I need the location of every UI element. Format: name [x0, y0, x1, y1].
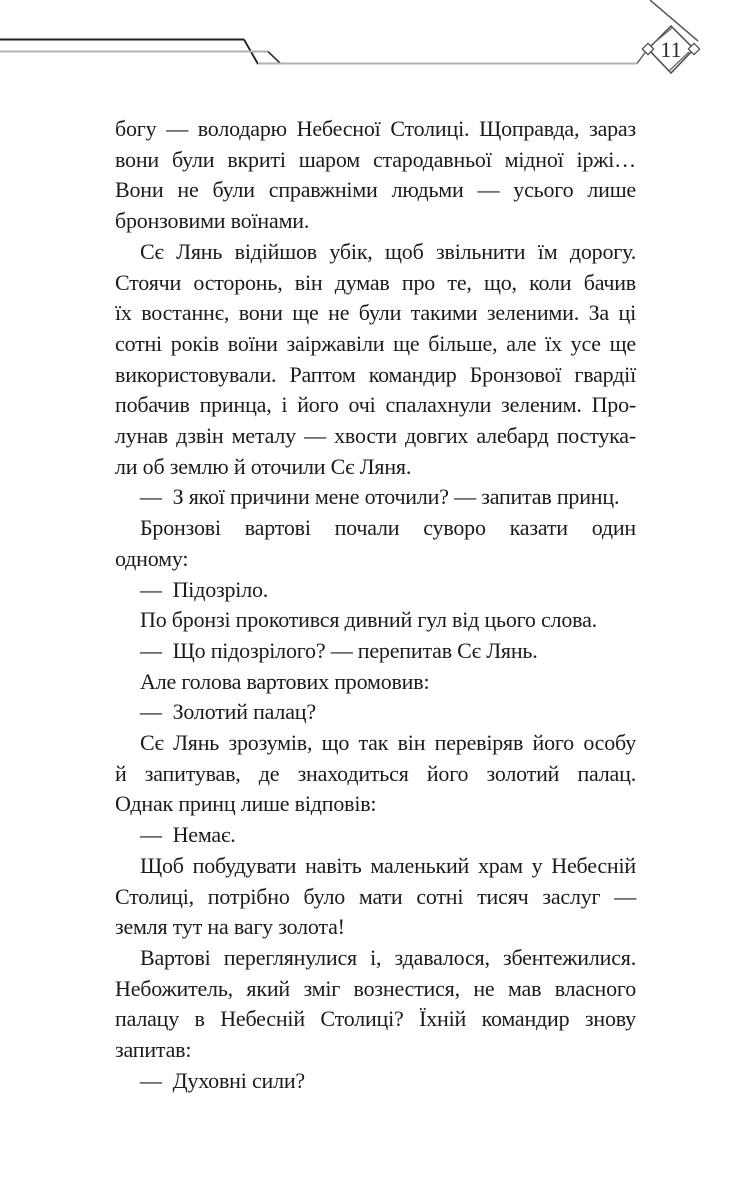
text-line: Небожитель, який зміг вознестися, не мав власного: [115, 975, 636, 1001]
header-rule-diagonal-2: [268, 52, 281, 65]
text-line: бронзовими воїнами.: [115, 208, 310, 234]
text-line: палацу в Небесній Столиці? Їхній командир знову: [115, 1006, 636, 1032]
text-line: Вони не були справжніми людьми — усього лише: [115, 177, 636, 203]
text-line: Сє Лянь зрозумів, що так він перевіряв його особу: [140, 730, 636, 756]
text-line: Щоб побудувати навіть маленький храм у Небесній: [140, 852, 636, 878]
text-line: — Духовні сили?: [140, 1067, 305, 1093]
paragraph: [115, 943, 636, 1066]
text-line: — Підозріло.: [140, 576, 269, 602]
text-line: земля тут на вагу золота!: [115, 914, 345, 940]
text-line: Столиці, потрібно було мати сотні тисяч заслуг —: [115, 883, 636, 909]
text-line: одному:: [115, 545, 189, 571]
paragraph: [115, 728, 636, 820]
paragraph: [115, 697, 636, 728]
text-line: й запитував, де знаходиться його золотий палац.: [115, 760, 636, 786]
text-line: По бронзі прокотився дивний гул від цього слова.: [140, 607, 597, 633]
text-line: їх востаннє, вони ще не були такими зеленими. За ці: [115, 300, 636, 326]
text-line: сотні років воїни заіржавіли ще більше, але їх усе ще: [115, 330, 636, 356]
text-line: використовували. Раптом командир Бронзової гвардії: [115, 361, 636, 387]
text-line: ли об землю й оточили Сє Ляня.: [115, 453, 412, 479]
page-number-ornament: [642, 0, 699, 73]
paragraph: [115, 851, 636, 943]
text-line: лунав дзвін металу — хвости довгих алебард постука-: [115, 423, 636, 449]
header-rule-ornament: [0, 0, 756, 100]
paragraph: [115, 667, 636, 698]
paragraph: [115, 820, 636, 851]
text-line: Бронзові вартові почали суворо казати один: [140, 515, 636, 541]
paragraph: [115, 482, 636, 513]
text-line: Стоячи осторонь, він думав про те, що, коли бачив: [115, 269, 636, 295]
text-line: Вартові переглянулися і, здавалося, збентежилися.: [140, 944, 636, 970]
paragraph: [115, 636, 636, 667]
text-line: богу — володарю Небесної Столиці. Щоправда, зараз: [115, 116, 636, 141]
text-line: Але голова вартових промовив:: [140, 668, 430, 694]
paragraph: [115, 605, 636, 636]
paragraph: [115, 114, 636, 237]
text-line: побачив принца, і його очі спалахнули зеленим. Про-: [115, 392, 636, 418]
paragraph: [115, 1066, 636, 1097]
page-number: 11: [660, 37, 682, 62]
paragraph: [115, 237, 636, 483]
paragraph: [115, 513, 636, 574]
text-block: [115, 114, 636, 1097]
paragraph: [115, 575, 636, 606]
text-line: вони були вкриті шаром стародавньої мідної іржі…: [115, 146, 636, 172]
text-line: — З якої причини мене оточили? — запитав принц.: [140, 484, 620, 510]
text-line: Однак принц лише відповів:: [115, 791, 377, 817]
text-line: — Немає.: [140, 822, 236, 848]
text-line: запитав:: [115, 1037, 192, 1063]
text-line: — Золотий палац?: [140, 699, 316, 725]
text-line: Сє Лянь відійшов убік, щоб звільнити їм дорогу.: [140, 238, 636, 264]
text-line: — Що підозрілого? — перепитав Сє Лянь.: [140, 637, 538, 663]
